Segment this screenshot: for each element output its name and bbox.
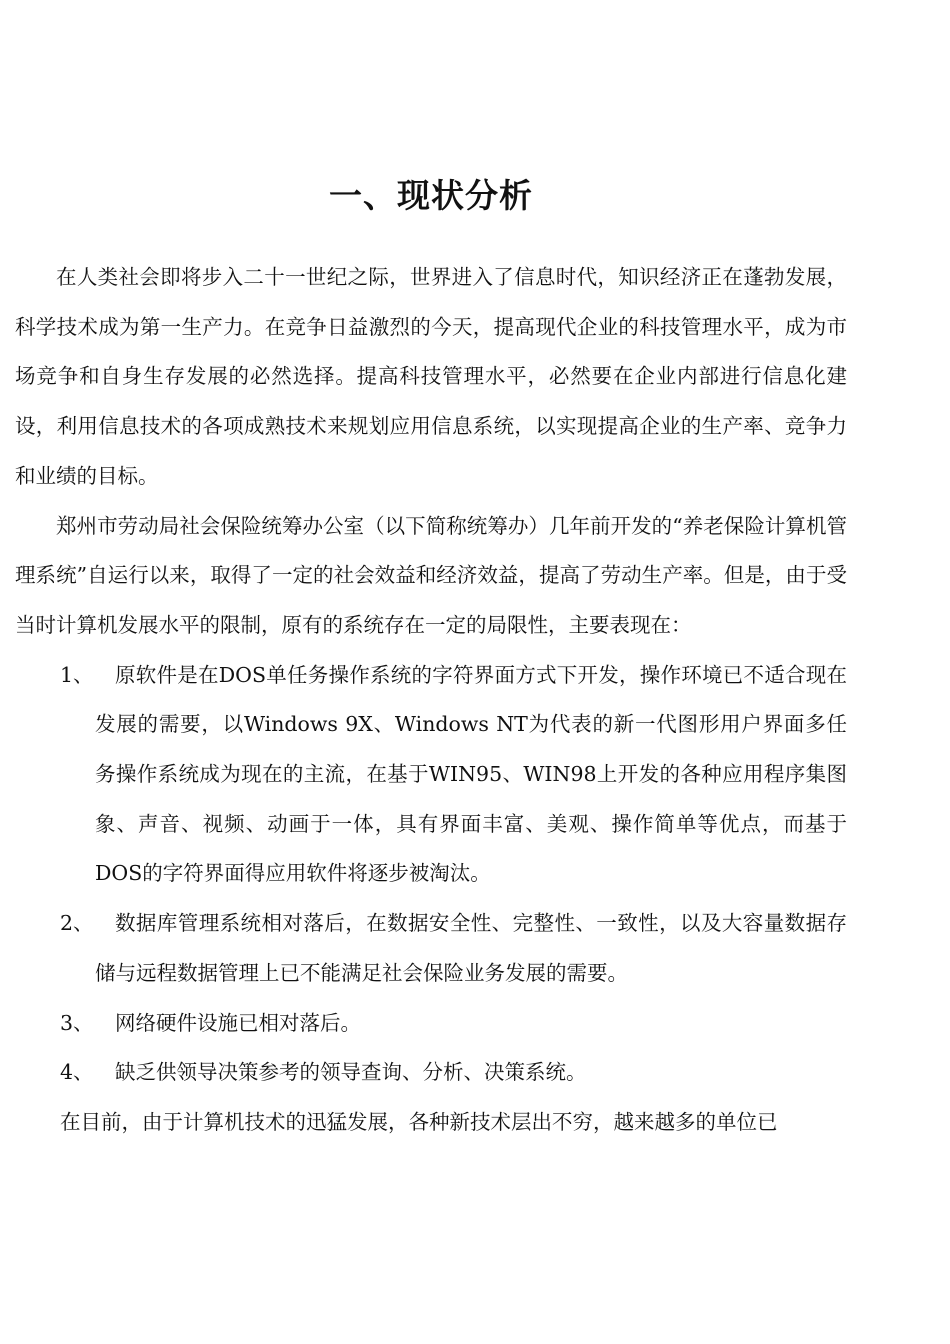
list-item-number: 4、 — [60, 1060, 94, 1085]
list-item-text: 网络硬件设施已相对落后。 — [115, 1010, 361, 1035]
paragraph-background: 郑州市劳动局社会保险统筹办公室（以下简称统筹办）几年前开发的“养老保险计算机管理系统”自运行以来，取得了一定的社会效益和经济效益，提高了劳动生产率。但是，由于受当时计算机发展水平的限制，原有的系统存在一定的局限性，主要表现在： — [15, 513, 847, 637]
list-item — [15, 1048, 847, 1098]
paragraph-closing: 在目前，由于计算机技术的迅猛发展，各种新技术层出不穷，越来越多的单位已 — [60, 1109, 778, 1134]
list-item-text: 数据库管理系统相对落后，在数据安全性、完整性、一致性，以及大容量数据存储与远程数据管理上已不能满足社会保险业务发展的需要。 — [95, 911, 847, 985]
list-item-number: 2、 — [60, 911, 94, 936]
document-body — [15, 253, 847, 1148]
paragraph-intro: 在人类社会即将步入二十一世纪之际，世界进入了信息时代，知识经济正在蓬勃发展，科学技术成为第一生产力。在竞争日益激烈的今天，提高现代企业的科技管理水平，成为市场竞争和自身生存发展的必然选择。提高科技管理水平，必然要在企业内部进行信息化建设，利用信息技术的各项成熟技术来规划应用信息系统，以实现提高企业的生产率、竞争力和业绩的目标。 — [15, 265, 847, 488]
list-item-number: 3、 — [60, 1010, 94, 1035]
page-title: 一、现状分析 — [329, 176, 533, 216]
problem-list — [15, 651, 847, 1098]
list-item-text: 缺乏供领导决策参考的领导查询、分析、决策系统。 — [115, 1060, 587, 1085]
list-item — [15, 651, 847, 900]
list-item-text: 原软件是在DOS单任务操作系统的字符界面方式下开发，操作环境已不适合现在发展的需要，以Windows 9X、Windows NT为代表的新一代图形用户界面多任务操作系统成为现在的主流，在基于WIN95、WIN98上开发的各种应用程序集图象、声音、视频、动画于一体，具有界面丰富、美观、操作简单等优点，而基于DOS的字符界面得应用软件将逐步被淘汰。 — [95, 662, 847, 886]
list-item — [15, 899, 847, 998]
list-item — [15, 999, 847, 1049]
list-item-number: 1、 — [60, 662, 94, 687]
